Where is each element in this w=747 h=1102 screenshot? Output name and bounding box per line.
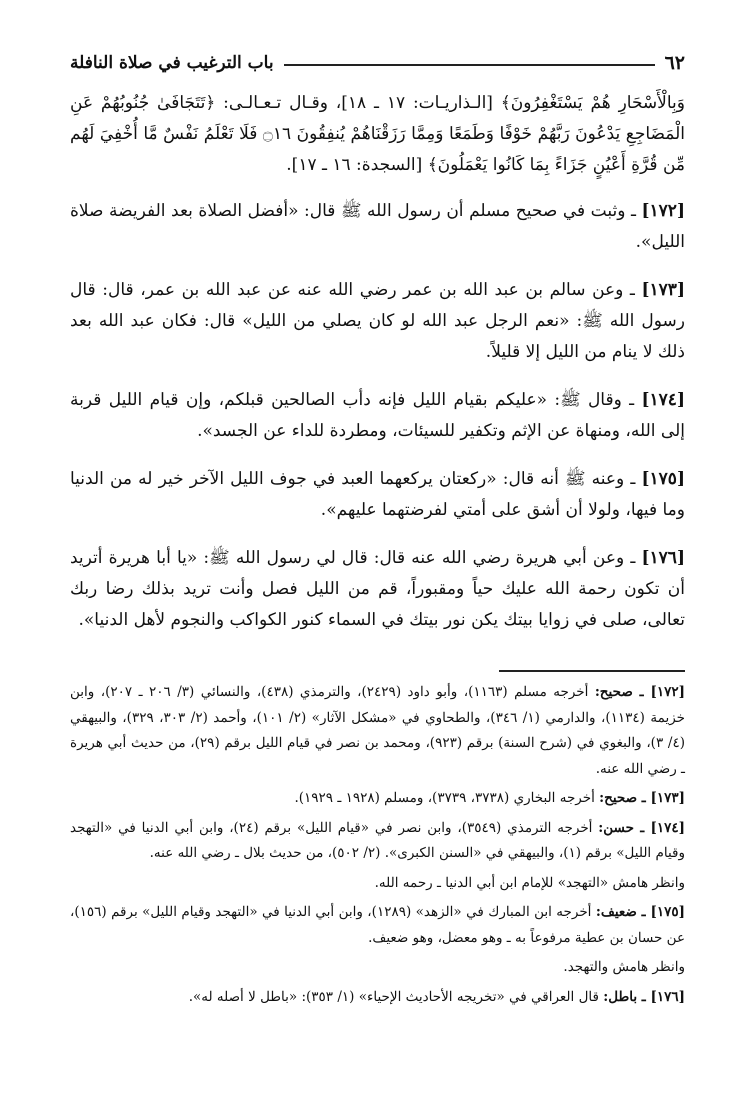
hadith-text: ـ وعن سالم بن عبد الله بن عمر رضي الله عنه عن عبد الله بن عمر، قال: قال رسول الله ﷺ: «نعم الرجل عبد الله لو كان يصلي من الليل» قال: فكان عبد الله بعد ذلك لا ينام من الليل إلا قليلاً.: [70, 280, 685, 362]
footnote-grade: ـ صحيح:: [599, 790, 651, 806]
hadith-paragraph: [70, 385, 685, 447]
footnote: [70, 786, 685, 812]
hadith-text: ـ وثبت في صحيح مسلم أن رسول الله ﷺ قال: «أفضل الصلاة بعد الفريضة صلاة الليل».: [70, 201, 685, 252]
footnote-number: [١٧٤]: [650, 819, 685, 836]
footnote-text: قال العراقي في «تخريجه الأحاديث الإحياء» (١/ ٣٥٣): «باطل لا أصله له».: [188, 988, 604, 1005]
footnote-divider: [499, 670, 685, 672]
footnote: [70, 955, 685, 981]
page-header: [70, 48, 685, 78]
hadith-number: [١٧٦]: [641, 548, 685, 568]
footnote-number: [١٧٦]: [650, 988, 685, 1005]
hadith-number: [١٧٥]: [641, 469, 685, 489]
footnote: [70, 816, 685, 867]
hadith-text: ـ وعنه ﷺ أنه قال: «ركعتان يركعهما العبد في جوف الليل الآخر خير له من الدنيا وما فيها، ولولا أن أشق على أمتي لفرضتهما عليهم».: [70, 469, 685, 520]
running-title: باب الترغيب في صلاة النافلة: [70, 53, 274, 73]
footnote-text: أخرجه مسلم (١١٦٣)، وأبو داود (٢٤٢٩)، والترمذي (٤٣٨)، والنسائي (٣/ ٢٠٦ ـ ٢٠٧)، وابن خزيمة (١١٣٤)، والدارمي (١/ ٣٤٦)، والطحاوي في «مشكل الآثار» (٢/ ١٠١)، وأحمد (٢/ ٣٠٣، ٣٢٩)، والبيهقي (٤/ ٣)، والبغوي في (شرح السنة) برقم (٩٢٣)، ومحمد بن نصر في قيام الليل برقم (٢٩)، من حديث أبي هريرة ـ رضي الله عنه.: [70, 684, 685, 777]
hadith-number: [١٧٤]: [641, 390, 685, 410]
main-text: [70, 88, 685, 653]
header-rule: [284, 64, 655, 66]
footnote-grade: ـ ضعيف:: [595, 904, 651, 920]
footnote: [70, 900, 685, 951]
footnote-text: أخرجه الترمذي (٣٥٤٩)، وابن نصر في «قيام الليل» برقم (٢٤)، وابن أبي الدنيا في «التهجد وقيام الليل» برقم (١)، والبيهقي في «السنن الكبرى». (٢/ ٥٠٢)، من حديث بلال ـ رضي الله عنه.: [70, 819, 685, 861]
footnote: [70, 680, 685, 782]
footnote: [70, 871, 685, 897]
page-number: ٦٢: [664, 52, 685, 74]
footnote-text: أخرجه البخاري (٣٧٣٨، ٣٧٣٩)، ومسلم (١٩٢٨ ـ ١٩٢٩).: [294, 790, 600, 806]
hadith-number: [١٧٢]: [641, 201, 685, 221]
hadith-paragraph: [70, 464, 685, 526]
footnotes: [70, 680, 685, 1014]
footnote-grade: ـ باطل:: [603, 988, 651, 1005]
quran-verse: وَبِالْأَسْحَارِ هُمْ يَسْتَغْفِرُونَ﴾ [الـذاريـات: ١٧ ـ ١٨]، وقـال تـعـالـى: ﴿تَتَجَافَىٰ جُنُوبُهُمْ عَنِ الْمَضَاجِعِ يَدْعُونَ رَبَّهُمْ خَوْفًا وَطَمَعًا وَمِمَّا رَزَقْنَاهُمْ يُنفِقُونَ ۝١٦ فَلَا تَعْلَمُ نَفْسٌ مَّا أُخْفِيَ لَهُم مِّن قُرَّةِ أَعْيُنٍ جَزَاءً بِمَا كَانُوا يَعْمَلُونَ﴾ [السجدة: ١٦ ـ ١٧].: [70, 93, 685, 175]
hadith-paragraph: [70, 196, 685, 258]
footnote: [70, 985, 685, 1011]
footnote-text: وانظر هامش والتهجد.: [563, 959, 685, 975]
hadith-text: ـ وعن أبي هريرة رضي الله عنه قال: قال لي رسول الله ﷺ: «يا أبا هريرة أتريد أن تكون رحمة الله عليك حياً ومقبوراً، قم من الليل فصل وأنت تريد بذلك رضا ربك تعالى، صلى في زوايا بيتك يكن نور بيتك في السماء كنور الكواكب والنجوم لأهل الدنيا».: [70, 548, 685, 630]
hadith-paragraph: [70, 275, 685, 368]
footnote-grade: ـ حسن:: [598, 819, 651, 836]
footnote-number: [١٧٣]: [650, 790, 685, 806]
hadith-paragraph: [70, 543, 685, 636]
footnote-text: وانظر هامش «التهجد» للإمام ابن أبي الدنيا ـ رحمه الله.: [374, 874, 685, 891]
hadith-number: [١٧٣]: [641, 280, 685, 300]
footnote-grade: ـ صحيح:: [594, 684, 651, 700]
footnote-text: أخرجه ابن المبارك في «الزهد» (١٢٨٩)، وابن أبي الدنيا في «التهجد وقيام الليل» برقم (١٥٦)، عن حسان بن عطية مرفوعاً به ـ وهو معضل، وهو ضعيف.: [70, 904, 685, 946]
footnote-number: [١٧٥]: [650, 904, 686, 920]
footnote-number: [١٧٢]: [650, 684, 685, 700]
hadith-text: ـ وقال ﷺ: «عليكم بقيام الليل فإنه دأب الصالحين قبلكم، وإن قيام الليل قربة إلى الله، ومنهاة عن الإثم وتكفير للسيئات، ومطردة للداء عن الجسد».: [70, 390, 685, 441]
